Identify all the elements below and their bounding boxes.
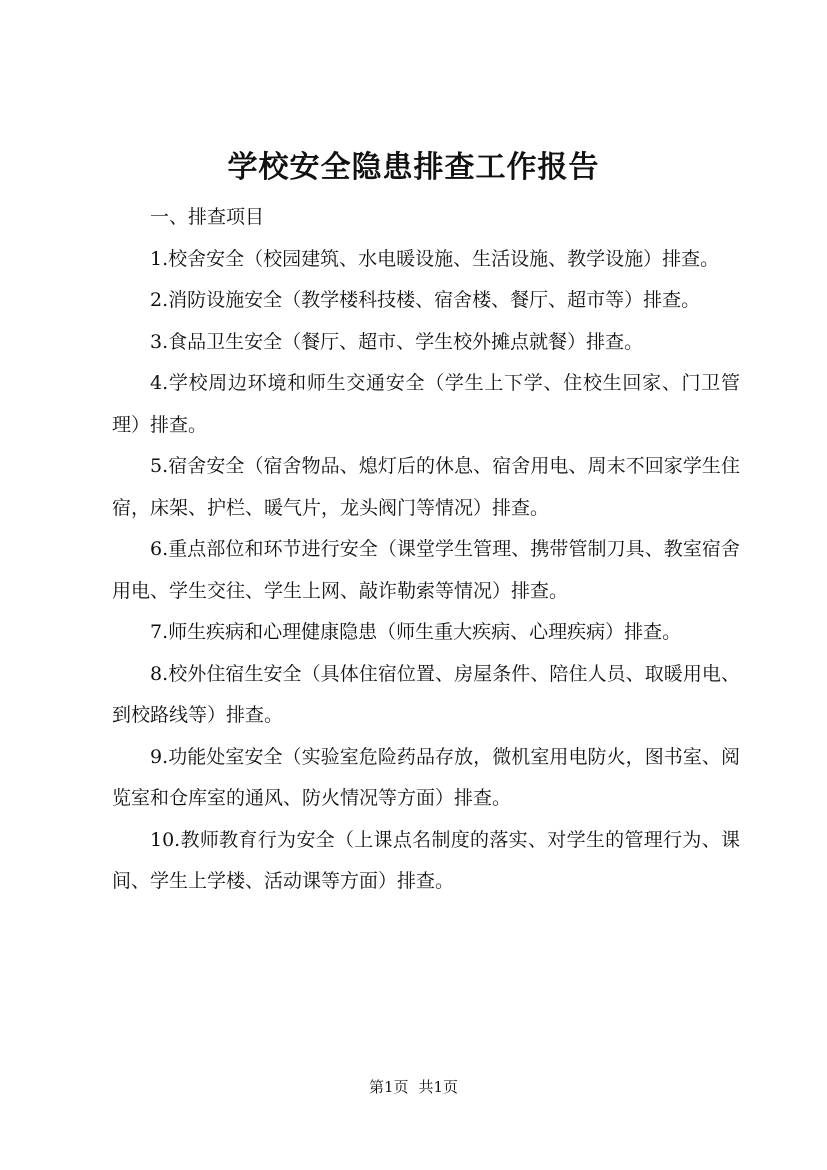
list-item: 5.宿舍安全（宿舍物品、熄灯后的休息、宿舍用电、周末不回家学生住宿，床架、护栏、暖气片，龙头阀门等情况）排查。 (112, 455, 740, 519)
list-item: 9.功能处室安全（实验室危险药品存放，微机室用电防火，图书室、阅览室和仓库室的通风、防火情况等方面）排查。 (112, 745, 740, 809)
document-title: 学校安全隐患排查工作报告 (227, 150, 600, 185)
list-item: 1.校舍安全（校园建筑、水电暖设施、生活设施、教学设施）排查。 (150, 247, 720, 270)
list-item: 4.学校周边环境和师生交通安全（学生上下学、住校生回家、门卫管理）排查。 (112, 372, 740, 436)
document-body (112, 197, 740, 903)
page-number: 第1页 (368, 1078, 409, 1096)
page-footer (0, 1077, 827, 1097)
list-item: 6.重点部位和环节进行安全（课堂学生管理、携带管制刀具、教室宿舍用电、学生交往、学生上网、敲诈勒索等情况）排查。 (112, 538, 740, 602)
list-item: 7.师生疾病和心理健康隐患（师生重大疾病、心理疾病）排查。 (150, 621, 682, 643)
page-total: 共1页 (418, 1078, 459, 1096)
list-item: 3.食品卫生安全（餐厅、超市、学生校外摊点就餐）排查。 (150, 330, 644, 353)
list-item: 2.消防设施安全（教学楼科技楼、宿舍楼、餐厅、超市等）排查。 (150, 289, 701, 311)
list-item: 8.校外住宿生安全（具体住宿位置、房屋条件、陪住人员、取暖用电、到校路线等）排查。 (112, 662, 740, 726)
list-item: 10.教师教育行为安全（上课点名制度的落实、对学生的管理行为、课间、学生上学楼、活动课等方面）排查。 (112, 828, 740, 892)
section-heading: 一、排查项目 (150, 206, 265, 228)
